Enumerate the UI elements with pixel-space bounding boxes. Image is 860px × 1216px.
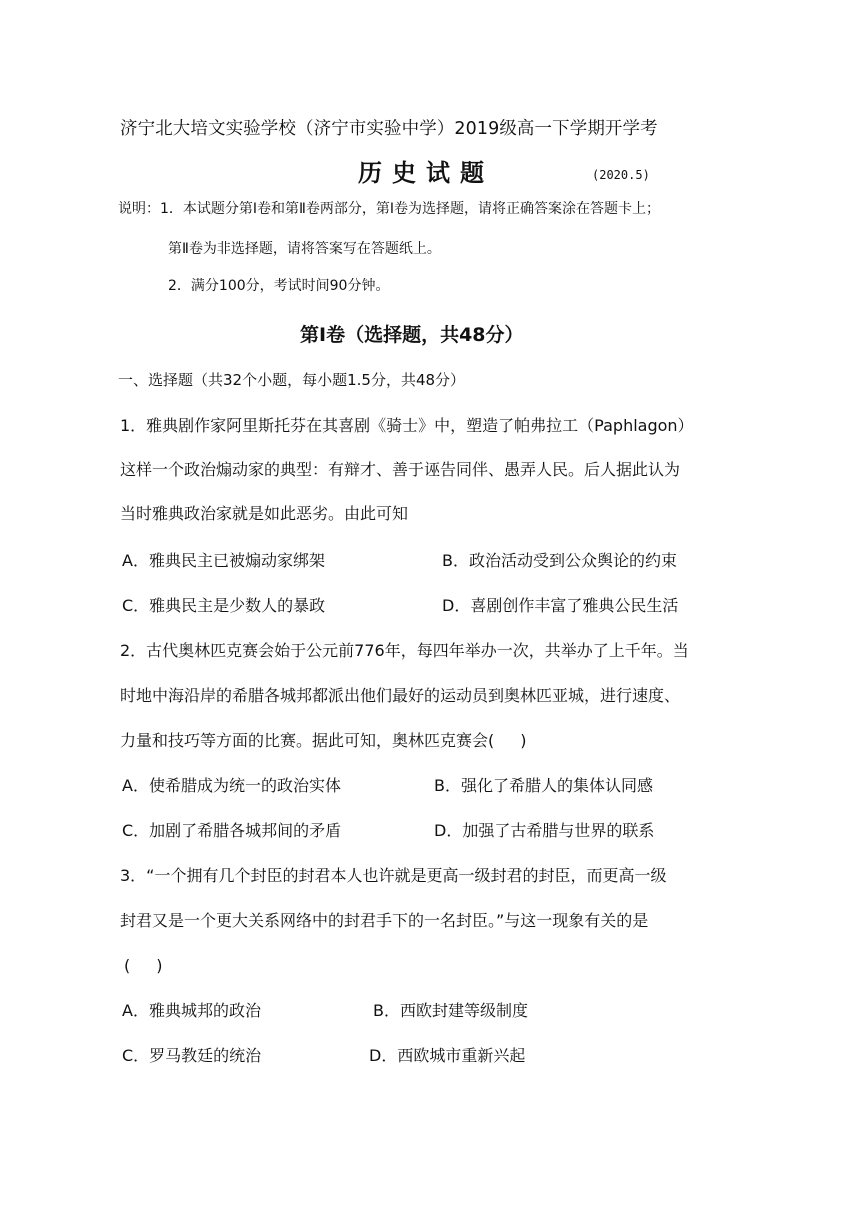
question-3-stem-line-3 [124,956,163,976]
question-2-stem-text: 力量和技巧等方面的比赛。据此可知，奥林匹克赛会( [120,731,495,750]
question-2-stem-close-paren: ) [520,731,527,750]
question-1-stem-line-1: 1．雅典剧作家阿里斯托芬在其喜剧《骑士》中，塑造了帕弗拉工（Paphlagon） [120,416,694,435]
part-heading: 一、选择题（共32个小题，每小题1.5分，共48分） [118,371,466,389]
question-3-option-d[interactable]: D．西欧城市重新兴起 [369,1046,526,1065]
question-3-option-b[interactable]: B．西欧封建等级制度 [373,1001,528,1020]
question-1-stem-line-3: 当时雅典政治家就是如此恶劣。由此可知 [120,504,409,523]
question-1-option-b[interactable]: B．政治活动受到公众舆论的约束 [442,551,677,570]
question-1-stem-line-2: 这样一个政治煽动家的典型：有辩才、善于诬告同伴、愚弄人民。后人据此认为 [120,460,681,479]
section-title: 第Ⅰ卷（选择题，共48分） [300,324,524,346]
question-3-stem-line-2: 封君又是一个更大关系网络中的封君手下的一名封臣。”与这一现象有关的是 [120,911,649,930]
instructions-line-1: 说明：1．本试题分第Ⅰ卷和第Ⅱ卷两部分，第Ⅰ卷为选择题，请将正确答案涂在答题卡上； [118,201,661,217]
exam-title: 历史试题 [358,159,494,187]
question-2-option-d[interactable]: D．加强了古希腊与世界的联系 [434,821,655,840]
question-3-option-c[interactable]: C．罗马教廷的统治 [122,1046,262,1065]
question-3-open-paren: ( [124,956,131,975]
question-2-option-c[interactable]: C．加剧了希腊各城邦间的矛盾 [122,821,342,840]
question-2-option-a[interactable]: A．使希腊成为统一的政治实体 [122,776,341,795]
instructions-line-2: 第Ⅱ卷为非选择题，请将答案写在答题纸上。 [168,241,441,257]
question-2-stem-line-2: 时地中海沿岸的希腊各城邦都派出他们最好的运动员到奥林匹亚城，进行速度、 [120,686,681,705]
question-2-stem-line-3 [120,731,527,751]
instructions-line-3: 2．满分100分，考试时间90分钟。 [168,278,390,294]
question-3-close-paren: ) [156,956,163,975]
question-1-option-c[interactable]: C．雅典民主是少数人的暴政 [122,596,326,615]
school-title: 济宁北大培文实验学校（济宁市实验中学）2019级高一下学期开学考 [120,119,658,139]
question-3-option-a[interactable]: A．雅典城邦的政治 [122,1001,261,1020]
question-3-stem-line-1: 3．“一个拥有几个封臣的封君本人也许就是更高一级封君的封臣，而更高一级 [120,866,667,885]
exam-date: (2020.5) [592,168,650,182]
question-1-option-a[interactable]: A．雅典民主已被煽动家绑架 [122,551,325,570]
question-1-option-d[interactable]: D．喜剧创作丰富了雅典公民生活 [442,596,679,615]
question-2-option-b[interactable]: B．强化了希腊人的集体认同感 [434,776,653,795]
question-2-stem-line-1: 2．古代奥林匹克赛会始于公元前776年，每四年举办一次，共举办了上千年。当 [120,641,689,660]
